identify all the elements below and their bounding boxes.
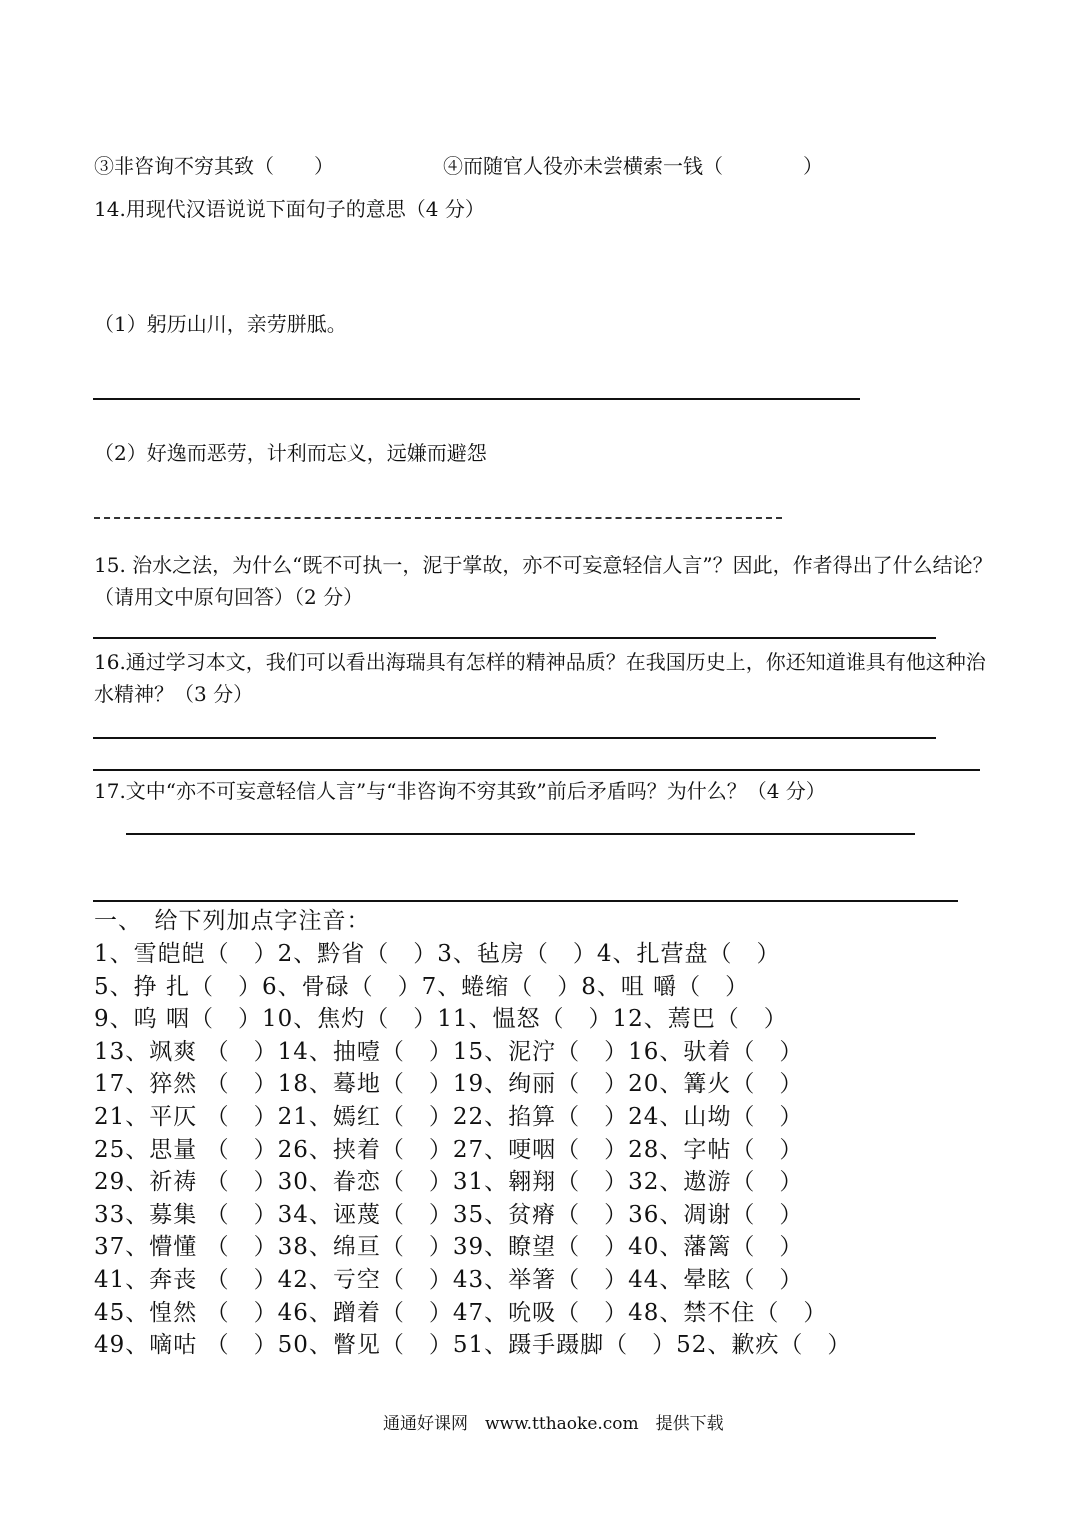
list-row: 5、挣 扎（ ）6、骨碌（ ）7、蜷缩（ ）8、咀 嚼（ ） bbox=[94, 973, 750, 1000]
answer-line-q16-2[interactable] bbox=[93, 769, 980, 771]
q17-question: 17.文中“亦不可妄意轻信人言”与“非咨询不穷其致”前后矛盾吗？为什么？（4 分） bbox=[94, 779, 826, 803]
list-row: 33、募集 （ ）34、诬蔑（ ）35、贫瘠（ ）36、凋谢（ ） bbox=[94, 1201, 804, 1228]
pinyin-list bbox=[94, 938, 851, 1362]
list-row: 13、飒爽 （ ）14、抽噎（ ）15、泥泞（ ）16、驮着（ ） bbox=[94, 1038, 804, 1065]
list-row: 29、祈祷 （ ）30、眷恋（ ）31、翱翔（ ）32、遨游（ ） bbox=[94, 1169, 804, 1196]
q16-question: 16.通过学习本文，我们可以看出海瑞具有怎样的精神品质？在我国历史上，你还知道谁具有他这种治水精神？（3 分） bbox=[94, 650, 986, 706]
list-row: 1、雪皑皑（ ）2、黔省（ ）3、毡房（ ）4、扎营盘（ ） bbox=[94, 941, 781, 967]
answer-line-q17-2[interactable] bbox=[93, 900, 958, 902]
list-row: 49、嘀咕 （ ）50、瞥见（ ）51、蹑手蹑脚（ ）52、歉疚（ ） bbox=[94, 1332, 852, 1359]
q15-question: 15. 治水之法，为什么“既不可执一，泥于掌故，亦不可妄意轻信人言”？因此，作者得出了什么结论？（请用文中原句回答）（2 分） bbox=[94, 553, 993, 609]
q13-item-3: ③非咨询不穷其致（ ） bbox=[94, 154, 334, 178]
list-row: 45、惶然 （ ）46、蹭着（ ）47、吮吸（ ）48、禁不住（ ） bbox=[94, 1299, 828, 1326]
answer-line-q14-1[interactable] bbox=[93, 398, 860, 400]
list-row: 9、呜 咽（ ）10、焦灼（ ）11、愠怒（ ）12、蔫巴（ ） bbox=[94, 1006, 788, 1033]
q14-sentence-2: （2）好逸而恶劳，计利而忘义，远嫌而避怨 bbox=[94, 441, 487, 465]
answer-line-q15[interactable] bbox=[93, 637, 936, 639]
q14-sentence-1: （1）躬历山川，亲劳胼胝。 bbox=[94, 312, 347, 336]
q13-item-4: ④而随官人役亦未尝横索一钱（ ） bbox=[443, 154, 823, 178]
list-row: 21、平仄 （ ）21、嫣红（ ）22、掐算（ ）24、山坳（ ） bbox=[94, 1103, 804, 1130]
list-row: 25、思量 （ ）26、挟着（ ）27、哽咽（ ）28、字帖（ ） bbox=[94, 1136, 804, 1163]
q14-prompt: 14.用现代汉语说说下面句子的意思（4 分） bbox=[94, 197, 485, 221]
section-heading: 一、 给下列加点字注音： bbox=[94, 908, 371, 934]
answer-line-q16-1[interactable] bbox=[93, 737, 936, 739]
list-row: 17、猝然 （ ）18、蓦地（ ）19、绚丽（ ）20、篝火（ ） bbox=[94, 1071, 804, 1098]
list-row: 37、懵懂 （ ）38、绵亘（ ）39、瞭望（ ）40、藩篱（ ） bbox=[94, 1234, 804, 1261]
answer-line-q17-1[interactable] bbox=[126, 833, 915, 835]
answer-line-q14-2[interactable] bbox=[94, 517, 782, 519]
page-footer: 通通好课网 www.tthaoke.com 提供下载 bbox=[383, 1414, 724, 1434]
list-row: 41、奔丧 （ ）42、亏空（ ）43、举箸（ ）44、晕眩（ ） bbox=[94, 1266, 804, 1293]
